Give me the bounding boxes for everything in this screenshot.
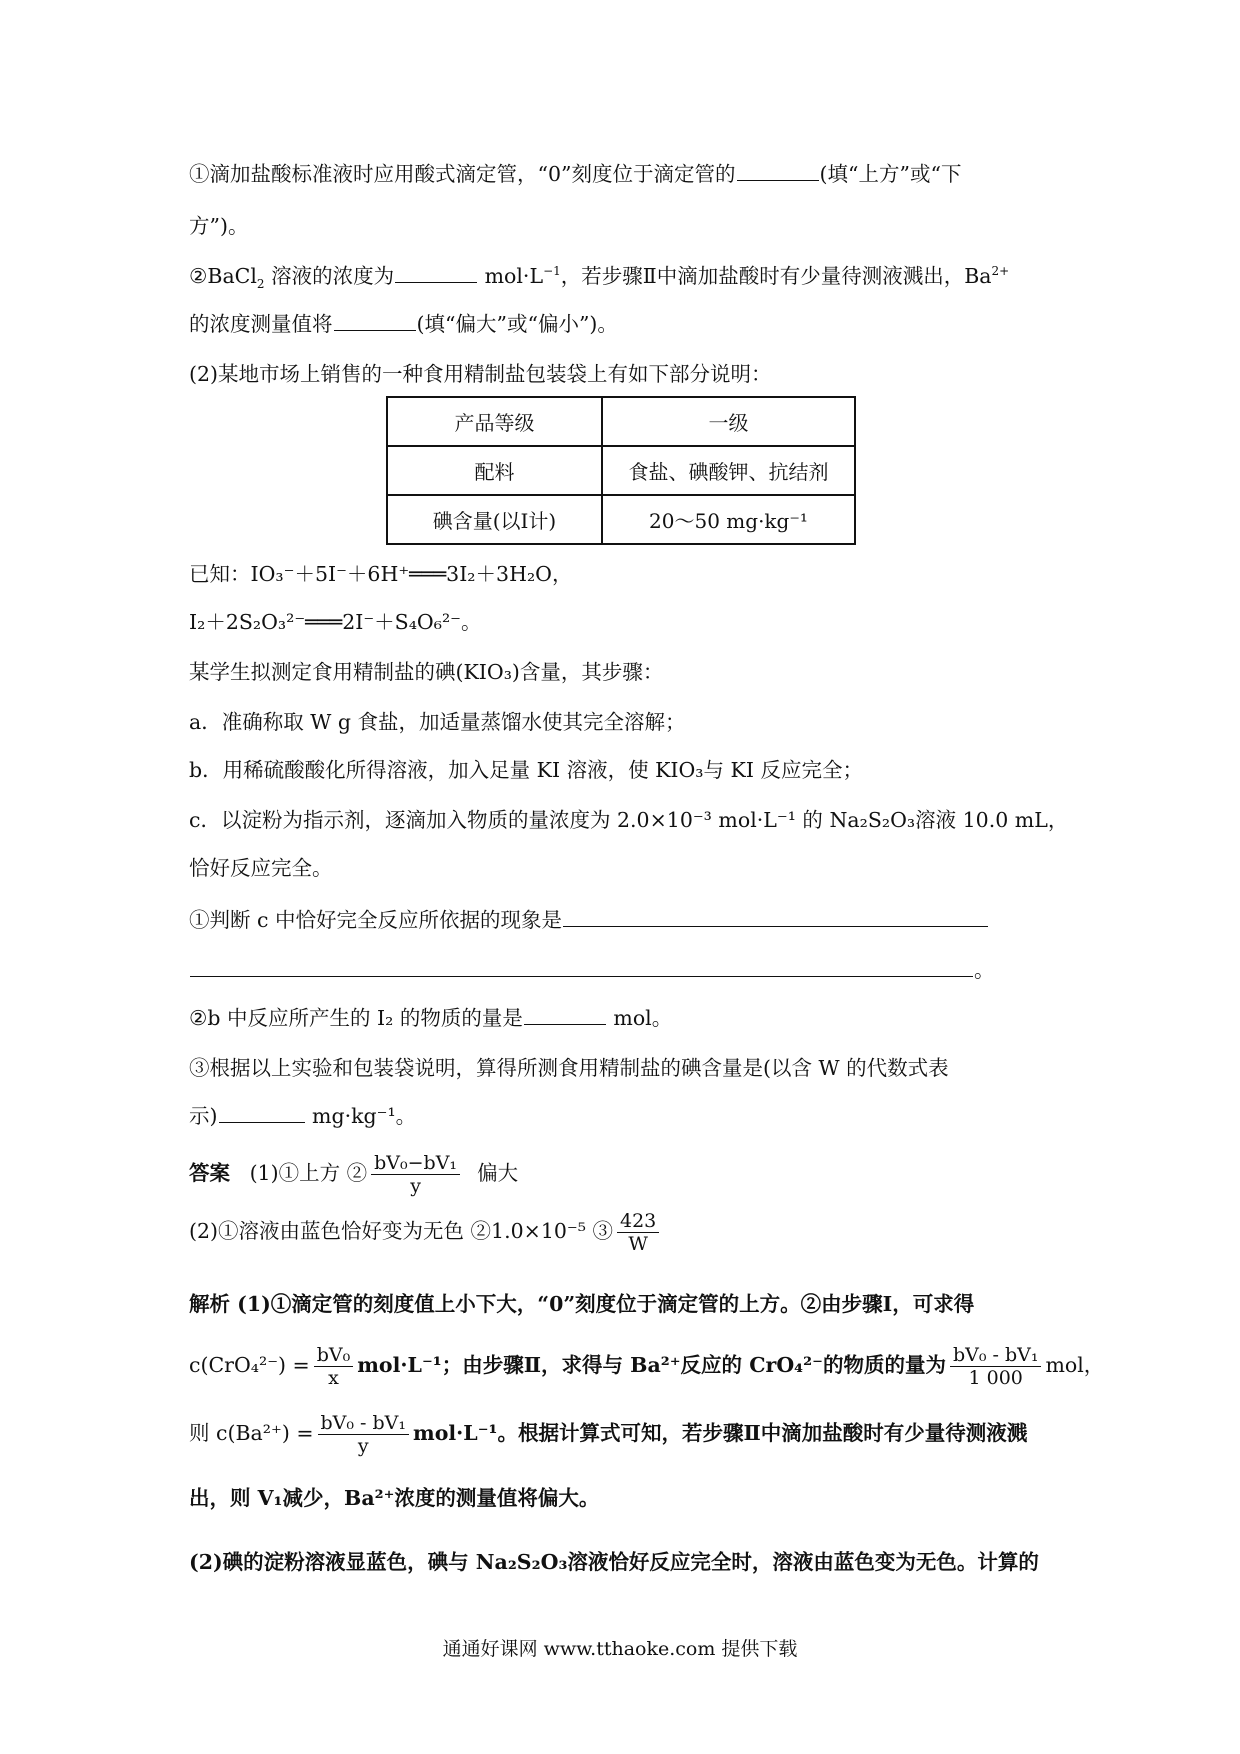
table-cell: 20～50 mg·kg⁻¹ (602, 495, 855, 544)
question-line: 示) mg·kg⁻¹。 (189, 1104, 417, 1128)
analysis-line: c(CrO₄²⁻) = $\frac{\text{bV₀}}{x}$ mol·L⁻¹；由步骤Ⅱ，求得与 Ba²⁺反应的 CrO₄²⁻的物质的量为 $\frac{\text{bV₀ - bV₁}}{1 000}$ mol， (189, 1344, 1105, 1389)
fraction: $\frac{\text{bV₀ - bV₁}}{y}$ (318, 1412, 410, 1457)
step-line: c．以淀粉为指示剂，逐滴加入物质的量浓度为 2.0×10⁻³ mol·L⁻¹ 的 Na₂S₂O₃溶液 10.0 mL， (189, 808, 1069, 832)
table-cell: 产品等级 (387, 397, 602, 446)
equation-line: I₂＋2S₂O₃²⁻═══2I⁻＋S₄O₆²⁻。 (189, 610, 482, 634)
answer-blank (524, 1006, 606, 1025)
question-line: (2)某地市场上销售的一种食用精制盐包装袋上有如下部分说明： (189, 362, 772, 386)
answer-blank (395, 264, 477, 283)
step-line: a．准确称取 W g 食盐，加适量蒸馏水使其完全溶解； (189, 710, 686, 734)
question-line: ②b 中反应所产生的 I₂ 的物质的量是 mol。 (189, 1006, 673, 1030)
page-footer: 通通好课网 www.tthaoke.com 提供下载 (442, 1638, 798, 1660)
question-text: ①滴加盐酸标准液时应用酸式滴定管，“0”刻度位于滴定管的 (189, 162, 736, 186)
table-row (387, 495, 855, 544)
fraction: $\frac{\text{bV₀ - bV₁}}{1 000}$ (950, 1344, 1042, 1389)
answer-blank (563, 908, 988, 927)
table-cell: 配料 (387, 446, 602, 495)
fraction: $\frac{\text{bV₀−bV₁}}{y}$ (371, 1152, 460, 1197)
analysis-line: 则 c(Ba²⁺) = $\frac{\text{bV₀ - bV₁}}{y}$ mol·L⁻¹。根据计算式可知，若步骤Ⅱ中滴加盐酸时有少量待测液溅 (189, 1412, 1028, 1457)
answer-blank (737, 162, 819, 181)
question-line: ①判断 c 中恰好完全反应所依据的现象是 (189, 906, 989, 934)
question-line: 某学生拟测定食用精制盐的碘(KIO₃)含量，其步骤： (189, 660, 664, 684)
product-spec-table (386, 396, 856, 545)
question-line: ②BaCl$_2$ 溶液的浓度为 $mol\cdot L^{-1}$，若步骤Ⅱ中滴加盐酸时有少量待测液溅出，$Ba^{2+}$ (189, 264, 1010, 292)
question-text: 方”)。 (189, 214, 249, 238)
equation-line: 已知：IO₃⁻＋5I⁻＋6H⁺═══3I₂＋3H₂O， (189, 562, 573, 586)
question-line: 。 (189, 956, 995, 984)
question-line (189, 160, 961, 188)
fraction: $\frac{423}{W}$ (617, 1210, 659, 1255)
analysis-line: 解析 (1)①滴定管的刻度值上小下大，“0”刻度位于滴定管的上方。②由步骤Ⅰ，可求得 (189, 1292, 975, 1316)
step-line: 恰好反应完全。 (189, 856, 333, 880)
table-row (387, 397, 855, 446)
analysis-line: 出，则 V₁减少，Ba²⁺浓度的测量值将偏大。 (189, 1486, 600, 1510)
table-cell: 碘含量(以I计) (387, 495, 602, 544)
answer-line: (2)①溶液由蓝色恰好变为无色 ②1.0×10⁻⁵ ③ $\frac{423}{W}$ (189, 1206, 663, 1256)
answer-blank (219, 1104, 305, 1123)
analysis-line: (2)碘的淀粉溶液显蓝色，碘与 Na₂S₂O₃溶液恰好反应完全时，溶液由蓝色变为无色。计算的 (189, 1550, 1039, 1574)
fraction: $\frac{\text{bV₀}}{x}$ (314, 1344, 354, 1389)
answer-line: 答案 (1)①上方 ② $\frac{\text{bV₀−bV₁}}{y}$ 偏大 (189, 1152, 519, 1197)
question-line (189, 212, 248, 240)
question-text: (填“上方”或“下 (819, 162, 962, 186)
table-cell: 食盐、碘酸钾、抗结剂 (602, 446, 855, 495)
table-row (387, 446, 855, 495)
answer-blank (334, 312, 416, 331)
question-line: 的浓度测量值将 (填“偏大”或“偏小”)。 (189, 312, 618, 336)
question-line: ③根据以上实验和包装袋说明，算得所测食用精制盐的碘含量是(以含 W 的代数式表 (189, 1056, 949, 1080)
step-line: b．用稀硫酸酸化所得溶液，加入足量 KI 溶液，使 KIO₃与 KI 反应完全； (189, 758, 863, 782)
table-cell: 一级 (602, 397, 855, 446)
answer-label: 答案 (189, 1161, 230, 1185)
answer-blank (190, 958, 973, 977)
